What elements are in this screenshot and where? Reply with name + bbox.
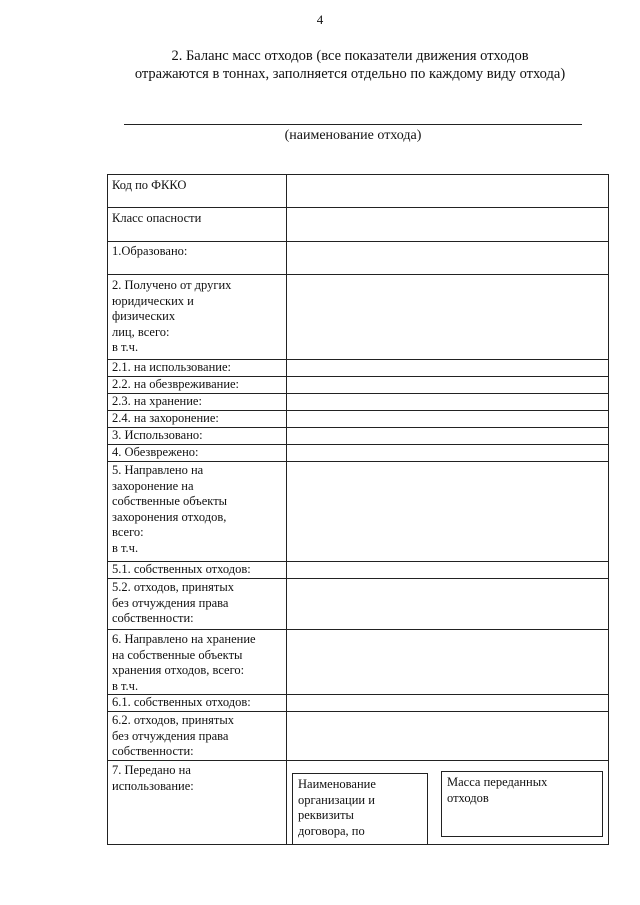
page-number: 4 bbox=[316, 12, 324, 27]
value-cell-used[interactable] bbox=[287, 428, 609, 445]
value-cell-transferred-use bbox=[287, 761, 609, 845]
row-label-received-total: 2. Получено от других юридических и физических лиц, всего: в т.ч. bbox=[108, 275, 287, 360]
row-label-generated: 1.Образовано: bbox=[108, 242, 287, 275]
row-label-received-burial: 2.4. на захоронение: bbox=[108, 411, 287, 428]
value-cell-generated[interactable] bbox=[287, 242, 609, 275]
row-label-received-use: 2.1. на использование: bbox=[108, 360, 287, 377]
value-cell-burial-own[interactable] bbox=[287, 562, 609, 579]
value-cell-fkko-code[interactable] bbox=[287, 175, 609, 208]
row-label-storage-accepted: 6.2. отходов, принятых без отчуждения права собственности: bbox=[108, 712, 287, 761]
table-row bbox=[108, 394, 609, 411]
table-row bbox=[108, 377, 609, 394]
table-row bbox=[108, 630, 609, 695]
row-label-hazard-class: Класс опасности bbox=[108, 208, 287, 242]
row-label-burial-accepted: 5.2. отходов, принятых без отчуждения права собственности: bbox=[108, 579, 287, 630]
value-cell-hazard-class[interactable] bbox=[287, 208, 609, 242]
section-heading bbox=[110, 47, 590, 83]
value-cell-received-storage[interactable] bbox=[287, 394, 609, 411]
row-label-received-storage: 2.3. на хранение: bbox=[108, 394, 287, 411]
value-cell-received-total[interactable] bbox=[287, 275, 609, 360]
table-row bbox=[108, 562, 609, 579]
row-label-sent-burial: 5. Направлено на захоронение на собственные объекты захоронения отходов, всего: в т.ч. bbox=[108, 462, 287, 562]
table-row bbox=[108, 275, 609, 360]
table-row bbox=[108, 695, 609, 712]
table-row bbox=[108, 428, 609, 445]
table-row bbox=[108, 445, 609, 462]
waste-name-underline[interactable] bbox=[124, 124, 582, 125]
value-cell-storage-accepted[interactable] bbox=[287, 712, 609, 761]
waste-name-caption: (наименование отхода) bbox=[284, 128, 422, 143]
row-label-fkko-code: Код по ФККО bbox=[108, 175, 287, 208]
value-cell-sent-burial[interactable] bbox=[287, 462, 609, 562]
waste-balance-table bbox=[107, 174, 609, 845]
value-cell-received-neutralize[interactable] bbox=[287, 377, 609, 394]
table-row bbox=[108, 411, 609, 428]
table-row bbox=[108, 208, 609, 242]
table-row bbox=[108, 242, 609, 275]
table-row bbox=[108, 579, 609, 630]
table-row bbox=[108, 462, 609, 562]
table-row bbox=[108, 360, 609, 377]
transfer-mass-box[interactable]: Масса переданных отходов bbox=[441, 771, 603, 837]
row-label-received-neutralize: 2.2. на обезвреживание: bbox=[108, 377, 287, 394]
heading-line-1: 2. Баланс масс отходов (все показатели движения отходов bbox=[171, 48, 529, 64]
row-label-neutralized: 4. Обезврежено: bbox=[108, 445, 287, 462]
value-cell-storage-own[interactable] bbox=[287, 695, 609, 712]
row-label-transferred-use: 7. Передано на использование: bbox=[108, 761, 287, 845]
row-label-storage-own: 6.1. собственных отходов: bbox=[108, 695, 287, 712]
row-label-sent-storage: 6. Направлено на хранение на собственные объекты хранения отходов, всего: в т.ч. bbox=[108, 630, 287, 695]
transfer-org-box[interactable]: Наименование организации и реквизиты договора, по bbox=[292, 773, 428, 845]
row-label-used: 3. Использовано: bbox=[108, 428, 287, 445]
table-row bbox=[108, 712, 609, 761]
value-cell-received-burial[interactable] bbox=[287, 411, 609, 428]
table-row bbox=[108, 761, 609, 845]
heading-line-2: отражаются в тоннах, заполняется отдельно по каждому виду отхода) bbox=[134, 66, 566, 82]
value-cell-received-use[interactable] bbox=[287, 360, 609, 377]
value-cell-neutralized[interactable] bbox=[287, 445, 609, 462]
row-label-burial-own: 5.1. собственных отходов: bbox=[108, 562, 287, 579]
value-cell-sent-storage[interactable] bbox=[287, 630, 609, 695]
value-cell-burial-accepted[interactable] bbox=[287, 579, 609, 630]
table-row bbox=[108, 175, 609, 208]
